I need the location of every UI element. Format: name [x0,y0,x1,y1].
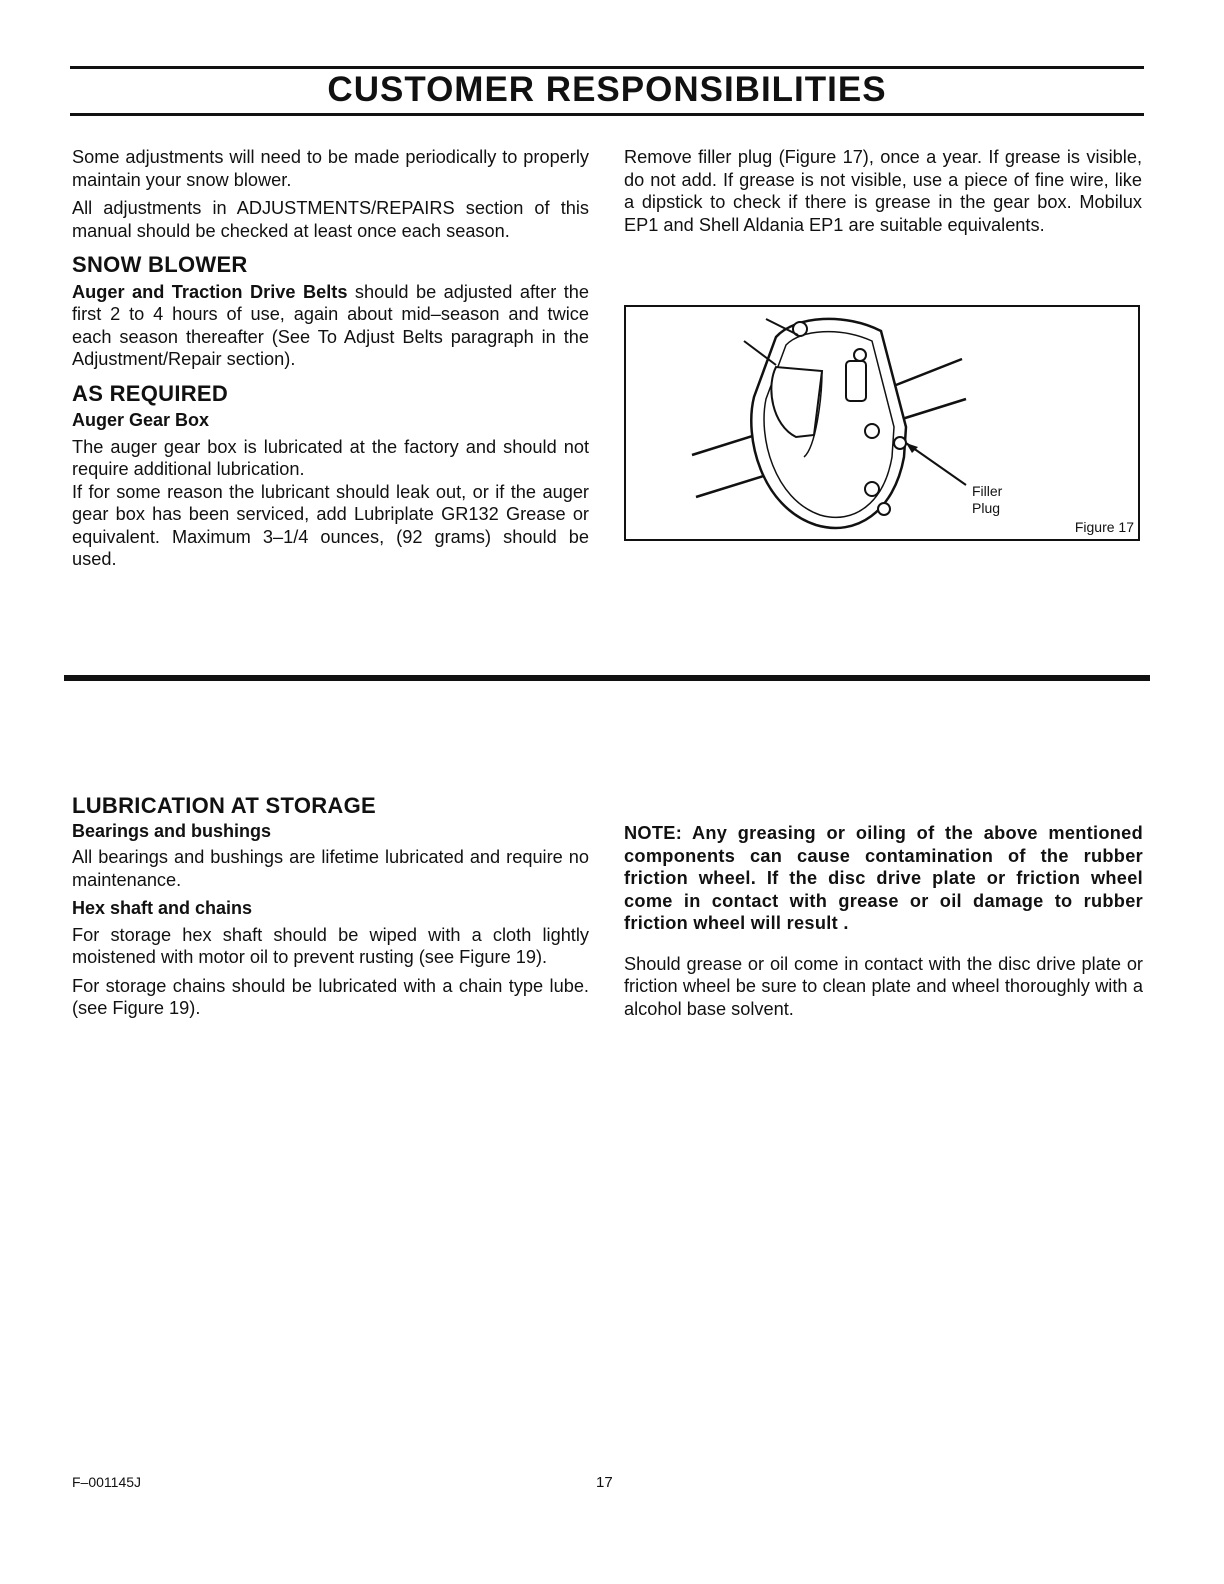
callout-line-1: Filler [972,483,1003,499]
gearbox-paragraph-2: If for some reason the lubricant should leak out, or if the auger gear box has been serviced, add Lubriplate GR132 Grease or equivalent. Maximum 3–1/4 ounces, (92 grams) should be used. [72,481,589,569]
bearings-heading: Bearings and bushings [72,820,272,841]
lower-left-column [72,795,589,1026]
gearbox-paragraph-1: The auger gear box is lubricated at the factory and should not require additional lubrication. [72,436,589,479]
belts-bold-label: Auger and Traction Drive Belts [72,281,348,302]
belts-text: should be adjusted after the first 2 to 4 hours of use, again about mid–season and twice each season thereafter (See To Adjust Belts paragraph in the Adjustment/Repair section). [72,281,589,369]
callout-line-2: Plug [972,500,1001,516]
lower-right-column [624,822,1143,1026]
left-column-top [72,146,589,577]
filler-plug-paragraph: Remove filler plug (Figure 17), once a year. If grease is visible, do not add. If grease is not visible, use a piece of fine wire, like a dipstick to check if there is grease in the gear box. Mobilux EP1 and Shell Aldania EP1 are suitable equivalents. [624,147,1142,235]
section-divider [64,675,1150,681]
header-top-rule [70,66,1144,69]
hex-shaft-paragraph-1: For storage hex shaft should be wiped with a cloth lightly moistened with motor oil to prevent rusting (see Figure 19). [72,924,589,967]
intro-paragraph-1: Some adjustments will need to be made periodically to properly maintain your snow blower. [72,147,589,190]
filler-plug-callout [972,483,1002,517]
bearings-paragraph: All bearings and bushings are lifetime lubricated and require no maintenance. [72,847,589,890]
note-paragraph: NOTE: Any greasing or oiling of the above mentioned components can cause contamination of the rubber friction wheel. If the disc drive plate or friction wheel come in contact with grease or oil damage to rubber friction wheel will result . [624,823,1143,933]
auger-gear-box-heading: Auger Gear Box [72,410,210,430]
page-title: CUSTOMER RESPONSIBILITIES [327,70,887,109]
figure-17 [624,305,1140,541]
hex-shaft-paragraph-2: For storage chains should be lubricated with a chain type lube. (see Figure 19). [72,975,589,1018]
hex-shaft-heading: Hex shaft and chains [72,898,253,918]
belts-paragraph [72,281,589,371]
clean-paragraph: Should grease or oil come in contact with the disc drive plate or friction wheel be sure to clean plate and wheel thoroughly with a alcohol base solvent. [624,953,1143,1019]
gear-box-illustration-icon [626,307,1138,539]
page-number: 17 [596,1474,613,1491]
as-required-heading: AS REQUIRED [72,380,229,406]
snow-blower-heading: SNOW BLOWER [72,252,248,277]
footer-code: F–001145J [72,1474,142,1490]
right-column-top [624,146,1142,242]
lubrication-storage-heading: LUBRICATION AT STORAGE [72,793,376,818]
header-bottom-rule [70,113,1144,116]
intro-paragraph-2: All adjustments in ADJUSTMENTS/REPAIRS section of this manual should be checked at least once each season. [72,198,589,241]
figure-caption: Figure 17 [1074,519,1134,535]
